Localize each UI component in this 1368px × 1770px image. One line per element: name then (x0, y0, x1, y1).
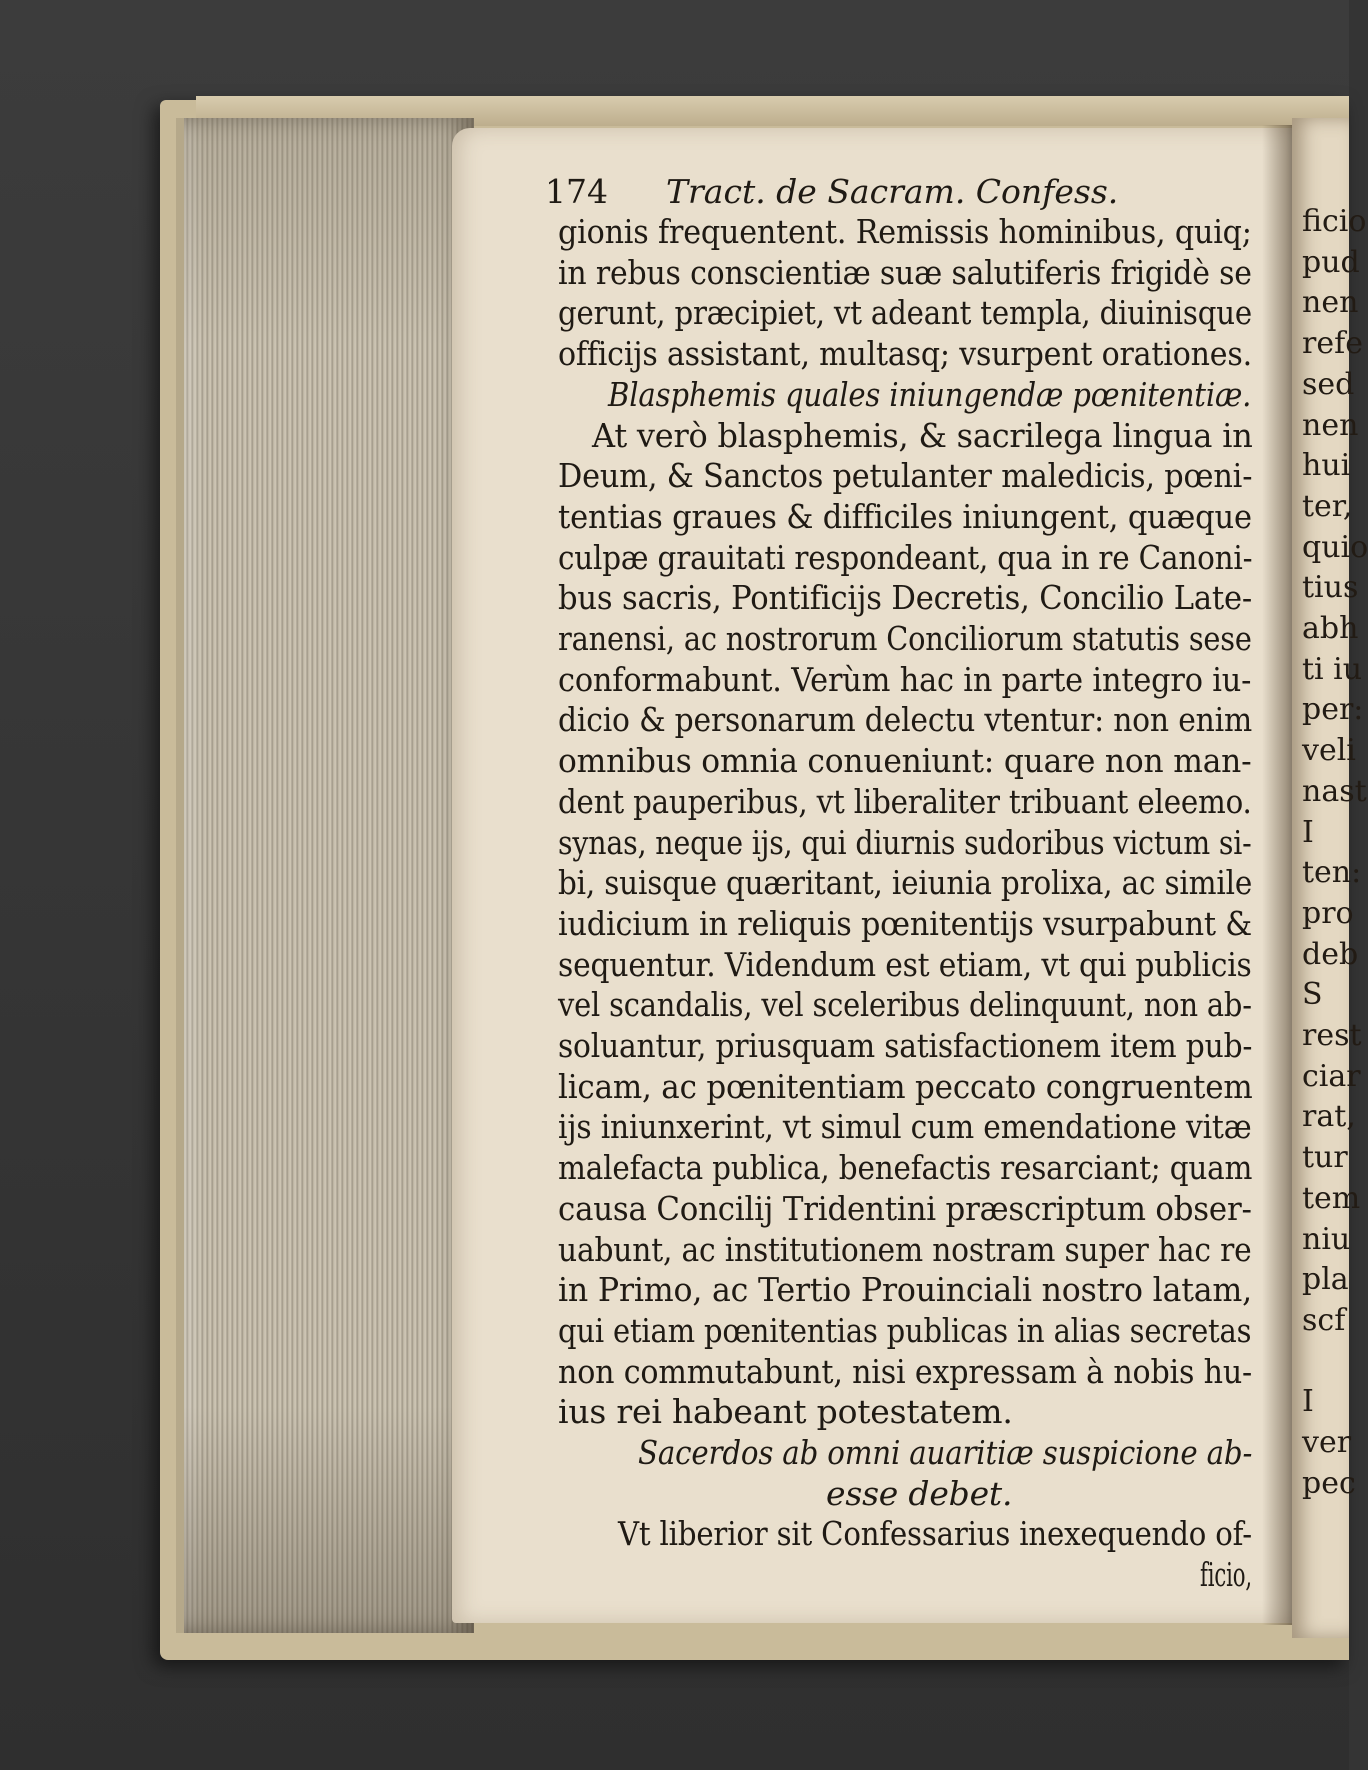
text-line: At verò blasphemis, & sacrilega lingua in (592, 415, 1253, 455)
facing-page-fragment: rat, (1302, 1099, 1356, 1135)
facing-page-fragment: deb (1302, 936, 1359, 972)
facing-page-fragment: nast (1302, 773, 1367, 809)
text-line: malefacta publica, benefactis resarciant; quam (558, 1148, 1253, 1188)
facing-page-fragment: scf (1302, 1302, 1346, 1338)
facing-page-fragment: ver (1302, 1425, 1352, 1460)
facing-page-fragment: pud (1302, 244, 1360, 280)
facing-page-fragment: tem (1302, 1180, 1361, 1216)
text-line: ficio, (1200, 1555, 1252, 1595)
text-line: tentias graues & difficiles iniungent, quæque (558, 496, 1252, 536)
text-line: bi, suisque quæritant, ieiunia prolixa, ac simile (558, 863, 1253, 903)
facing-page-fragment: tius (1302, 570, 1359, 606)
facing-page-fragment: I (1302, 814, 1314, 850)
text-line: Deum, & Sanctos petulanter maledicis, pœni- (558, 456, 1253, 496)
facing-page-fragment: nen (1302, 407, 1359, 443)
facing-page-fragment: quio (1302, 529, 1368, 565)
text-line: dent pauperibus, vt liberaliter tribuant eleemo. (558, 781, 1252, 821)
text-line: conformabunt. Verùm hac in parte integro iu- (558, 659, 1252, 699)
text-line: licam, ac pœnitentiam peccato congruentem (558, 1066, 1253, 1106)
facing-page-fragment: S (1302, 977, 1323, 1013)
text-line: iudicium in reliquis pœnitentijs vsurpabunt & (558, 903, 1253, 943)
text-line: officijs assistant, multasq; vsurpent orationes. (558, 334, 1252, 374)
text-line: bus sacris, Pontificijs Decretis, Concilio Late- (558, 578, 1253, 618)
facing-page-fragment: abh (1302, 611, 1359, 646)
facing-page-fragment: pro (1302, 895, 1354, 931)
text-line: Blasphemis quales iniungendæ pœnitentiæ. (608, 374, 1252, 414)
text-line: synas, neque ijs, qui diurnis sudoribus victum si- (558, 822, 1252, 862)
text-line: gerunt, præcipiet, vt adeant templa, diuinisque (558, 293, 1252, 333)
running-head (545, 172, 1118, 211)
text-line: ranensi, ac nostrorum Conciliorum statutis sese (558, 619, 1252, 658)
text-line: culpæ grauitati respondeant, qua in re Canoni- (558, 537, 1253, 577)
text-line: causa Concilij Tridentini præscriptum obser- (558, 1188, 1252, 1228)
text-line: in rebus conscientiæ suæ salutiferis frigidè se (558, 252, 1252, 292)
text-line: Sacerdos ab omni auaritiæ suspicione ab- (638, 1433, 1253, 1472)
text-line: ius rei habeant potestatem. (558, 1392, 1013, 1432)
facing-page-fragment: tur (1302, 1140, 1348, 1176)
facing-page-fragment: I (1302, 1384, 1314, 1420)
facing-page-fragment: pla (1302, 1262, 1349, 1298)
text-line: sequentur. Videndum est etiam, vt qui publicis (558, 944, 1252, 984)
facing-page-fragment: ficio (1302, 204, 1367, 239)
text-line: qui etiam pœnitentias publicas in alias secretas (558, 1310, 1252, 1350)
text-line: non commutabunt, nisi expressam à nobis hu- (558, 1351, 1253, 1391)
facing-page-fragment: ti iu (1302, 651, 1363, 687)
text-line: Vt liberior sit Confessarius inexequendo of- (618, 1514, 1252, 1554)
text-line: soluantur, priusquam satisfactionem item pub- (558, 1026, 1253, 1065)
facing-page-fragment: niu (1302, 1221, 1351, 1257)
facing-page-fragment: ten: (1302, 855, 1362, 891)
facing-page-fragment: sed (1302, 366, 1355, 402)
facing-page-fragment: ciar (1302, 1058, 1361, 1094)
text-line: esse debet. (826, 1473, 1013, 1513)
text-line: gionis frequentent. Remissis hominibus, quiq; (558, 212, 1252, 251)
text-line: dicio & personarum delectu vtentur: non enim (558, 700, 1253, 740)
text-line: vel scandalis, vel sceleribus delinquunt, non ab- (558, 985, 1252, 1025)
text-line: ijs iniunxerint, vt simul cum emendatione vitæ (558, 1107, 1252, 1147)
facing-page-fragment: ter, (1302, 488, 1353, 524)
running-title: Tract. de Sacram. Confess. (666, 172, 1119, 211)
facing-page-fragment: veli (1302, 733, 1356, 769)
facing-page-fragment: refe (1302, 326, 1363, 362)
facing-page-fragment: hui (1302, 448, 1351, 484)
page-number: 174 (545, 172, 608, 211)
text-line: omnibus omnia conueniunt: quare non man- (558, 741, 1252, 781)
facing-page-fragment: pec (1302, 1465, 1356, 1501)
page-block-edge (176, 118, 474, 1633)
text-line: in Primo, ac Tertio Prouinciali nostro latam, (558, 1270, 1252, 1310)
facing-page-fragment: per: (1302, 692, 1364, 728)
facing-page-fragment: nen (1302, 285, 1359, 321)
text-line: uabunt, ac institutionem nostram super hac re (558, 1229, 1252, 1269)
facing-page-fragment: rest (1302, 1018, 1362, 1053)
